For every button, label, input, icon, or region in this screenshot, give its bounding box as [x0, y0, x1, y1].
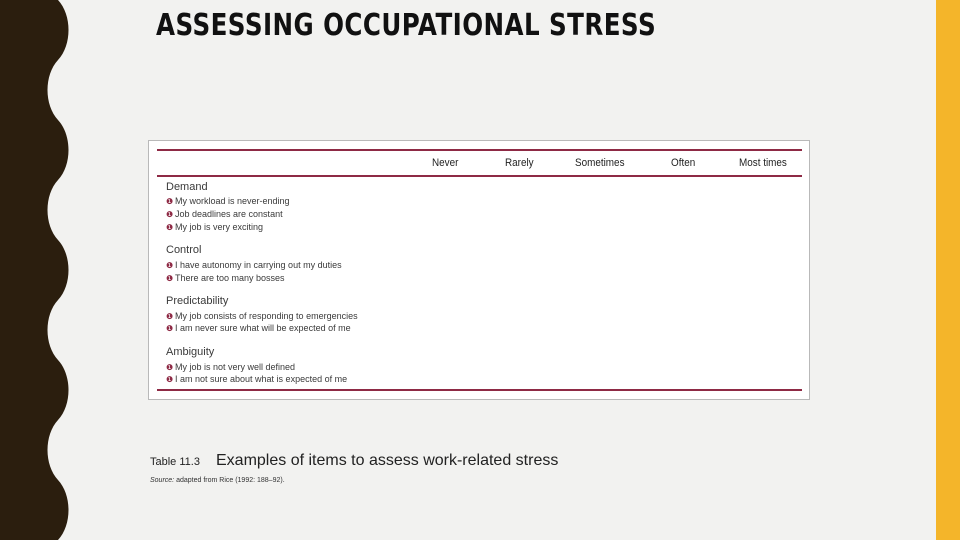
item-text: I have autonomy in carrying out my duties — [175, 260, 342, 270]
bullet-icon: ❶ — [166, 197, 174, 206]
category-demand: Demand — [166, 181, 208, 193]
item-text: My job is very exciting — [175, 222, 264, 232]
table-bottom-rule — [157, 389, 802, 391]
caption-text: Examples of items to assess work-related stress — [216, 452, 559, 469]
table-item — [166, 209, 283, 219]
table-item — [166, 222, 263, 232]
table-item — [166, 374, 347, 384]
category-control: Control — [166, 244, 202, 256]
bullet-icon: ❶ — [166, 261, 174, 270]
column-header-often: Often — [671, 157, 696, 169]
wavy-left-border — [0, 0, 80, 540]
bullet-icon: ❶ — [166, 312, 174, 321]
bullet-icon: ❶ — [166, 324, 174, 333]
item-text: My workload is never-ending — [175, 196, 290, 206]
source-label: Source: — [150, 477, 175, 484]
slide-title: ASSESSING OCCUPATIONAL STRESS — [156, 8, 657, 43]
table-item — [166, 323, 351, 333]
bullet-icon: ❶ — [166, 210, 174, 219]
table-top-rule — [157, 149, 802, 151]
column-header-sometimes: Sometimes — [575, 157, 625, 169]
table-item — [166, 311, 358, 321]
item-text: My job is not very well defined — [175, 362, 296, 372]
item-text: I am not sure about what is expected of me — [175, 374, 348, 384]
item-text: My job consists of responding to emergencies — [175, 311, 358, 321]
table-item — [166, 362, 295, 372]
source-note — [150, 477, 285, 484]
source-text: adapted from Rice (1992: 188–92). — [174, 477, 285, 484]
table-item — [166, 273, 285, 283]
bullet-icon: ❶ — [166, 274, 174, 283]
stress-items-table — [148, 140, 810, 400]
column-header-rarely: Rarely — [505, 157, 534, 169]
item-text: Job deadlines are constant — [175, 209, 283, 219]
column-header-most-times: Most times — [739, 157, 787, 169]
category-ambiguity: Ambiguity — [166, 346, 215, 358]
bullet-icon: ❶ — [166, 375, 174, 384]
category-predictability: Predictability — [166, 295, 229, 307]
right-accent-bar — [936, 0, 960, 540]
item-text: I am never sure what will be expected of me — [175, 323, 351, 333]
table-item — [166, 260, 342, 270]
bullet-icon: ❶ — [166, 363, 174, 372]
table-item — [166, 196, 290, 206]
bullet-icon: ❶ — [166, 223, 174, 232]
item-text: There are too many bosses — [175, 273, 285, 283]
column-header-never: Never — [432, 157, 459, 169]
table-header-rule — [157, 175, 802, 177]
caption-label: Table 11.3 — [150, 456, 200, 468]
